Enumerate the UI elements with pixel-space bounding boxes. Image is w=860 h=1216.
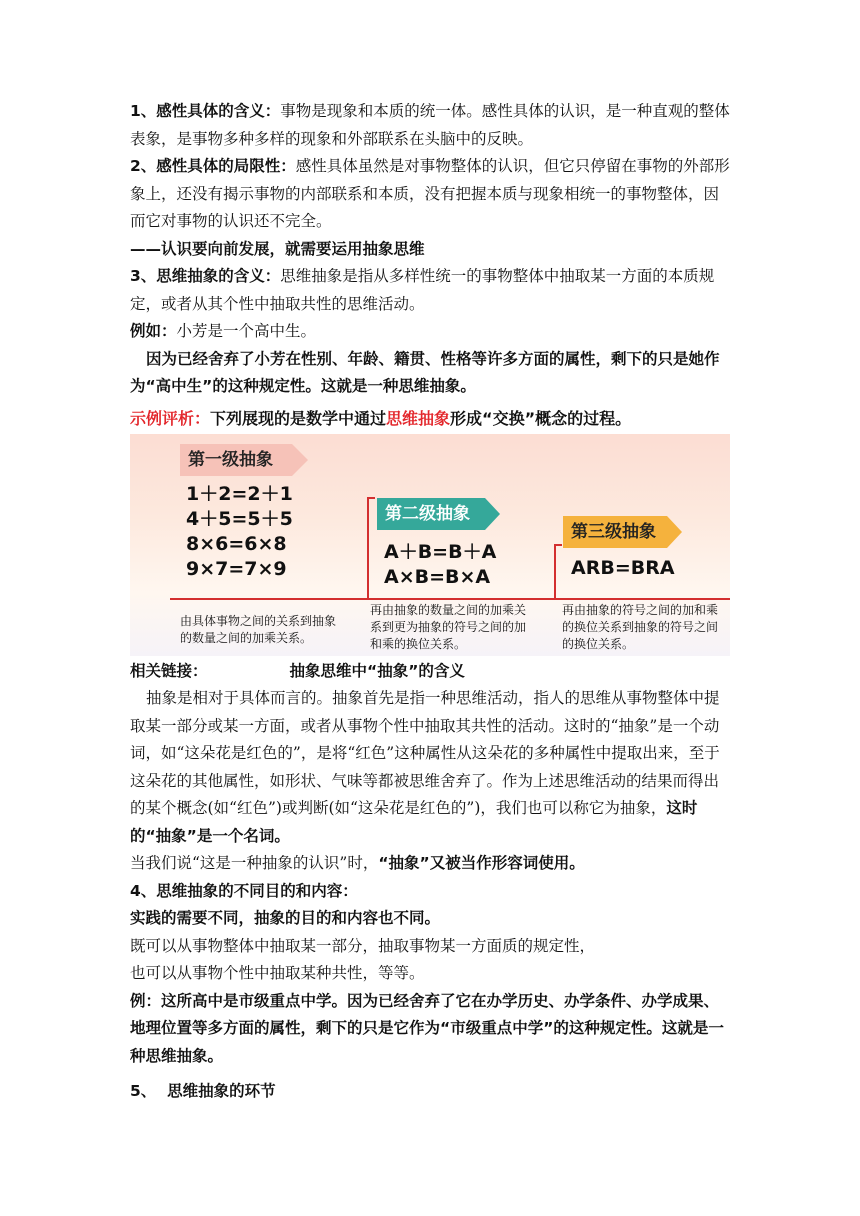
figure-heading-mid1: 下列展现的是数学中通过 [210, 408, 387, 428]
staircase-line-riser-1 [367, 497, 369, 600]
paragraph-5 [130, 318, 730, 346]
paragraph-12: 也可以从事物个性中抽取某种共性，等等。 [130, 964, 425, 982]
paragraph-7-bold: 这时的“抽象”是一个名词。 [130, 799, 698, 845]
figure-heading-red: 思维抽象 [386, 408, 451, 428]
paragraph-2-label: 2、感性具体的局限性： [130, 157, 296, 175]
level-1-equations: 1＋2=2＋1 4＋5=5＋5 8×6=6×8 9×7=7×9 [186, 482, 293, 580]
paragraph-2 [130, 153, 730, 236]
paragraph-11: 既可以从事物整体中抽取某一部分，抽取事物某一方面质的规定性， [130, 936, 596, 955]
related-link-line [130, 658, 730, 686]
staircase-line-top-2 [554, 544, 562, 546]
paragraph-13: 例：这所高中是市级重点中学。因为已经舍弃了它在办学历史、办学条件、办学成果、地理位置等多方面的属性，剩下的只是它作为“市级重点中学”的这种规定性。这就是一种思维抽象。 [130, 991, 724, 1065]
staircase-line-base [170, 598, 730, 600]
paragraph-8-bold: “抽象”又被当作形容词使用。 [378, 854, 585, 872]
abstraction-figure [130, 404, 730, 656]
level-3-tag: 第三级抽象 [563, 516, 667, 548]
level-2-equations: A＋B=B＋A A×B=B×A [384, 540, 497, 588]
paragraph-10: 实践的需要不同，抽象的目的和内容也不同。 [130, 909, 441, 927]
staircase-line-top-1 [367, 497, 375, 499]
paragraph-1-text: 事物是现象和本质的统一体。感性具体的认识，是一种直观的整体表象，是事物多种多样的现象和外部联系在头脑中的反映。 [130, 102, 730, 148]
level-3-caption: 再由抽象的符号之间的加和乘的换位关系到抽象的符号之间的换位关系。 [562, 602, 719, 651]
paragraph-8 [130, 850, 730, 878]
paragraph-4-label: 3、思维抽象的含义： [130, 267, 281, 285]
paragraph-6: 因为已经舍弃了小芳在性别、年龄、籍贯、性格等许多方面的属性，剩下的只是她作为“高中生”的这种规定性。这就是一种思维抽象。 [130, 349, 720, 395]
paragraph-3: ——认识要向前发展，就需要运用抽象思维 [130, 239, 425, 258]
related-link-title: 抽象思维中“抽象”的含义 [289, 661, 465, 680]
paragraph-2-text: 感性具体虽然是对事物整体的认识，但它只停留在事物的外部形象上，还没有揭示事物的内部联系和本质，没有把握本质与现象相统一的事物整体，因而它对事物的认识还不完全。 [130, 157, 730, 230]
figure-heading [130, 404, 730, 434]
document-page [130, 98, 730, 1106]
paragraph-5-text: 小芳是一个高中生。 [176, 322, 317, 340]
related-link-label: 相关链接： [130, 661, 208, 680]
paragraph-1-label: 1、感性具体的含义： [130, 102, 281, 120]
paragraph-4 [130, 263, 730, 318]
paragraph-8-text: 当我们说“这是一种抽象的认识”时， [130, 854, 379, 872]
figure-heading-mid2: 形成“交换”概念的过程。 [450, 408, 632, 428]
level-1-tag: 第一级抽象 [180, 444, 292, 476]
staircase-line-riser-2 [554, 544, 556, 600]
paragraph-4-text: 思维抽象是指从多样性统一的事物整体中抽取某一方面的本质规定，或者从其个性中抽取共性的思维活动。 [130, 267, 715, 313]
paragraph-1 [130, 98, 730, 153]
figure-heading-prefix: 示例评析： [130, 408, 211, 428]
paragraph-7 [130, 685, 730, 850]
level-3-equations: ARB=BRA [571, 556, 675, 579]
paragraph-9: 4、思维抽象的不同目的和内容： [130, 881, 358, 900]
level-1-caption: 由具体事物之间的关系到抽象的数量之间的加乘关系。 [180, 613, 337, 645]
paragraph-7-text: 抽象是相对于具体而言的。抽象首先是指一种思维活动，指人的思维从事物整体中提取某一部分或某一方面，或者从事物个性中抽取其共性的活动。这时的“抽象”是一个动词，如“这朵花是红色的”，是将“红色”这种属性从这朵花的多种属性中提取出来，至于这朵花的其他属性，如形状、气味等都被思维舍弃了。作为上述思维活动的结果而得出的某个概念(如“红色”)或判断(如“这朵花是红色的”)，我们也可以称它为抽象， [130, 689, 720, 817]
paragraph-5-label: 例如： [130, 322, 177, 340]
paragraph-14: 5、 思维抽象的环节 [130, 1082, 276, 1100]
level-2-caption: 再由抽象的数量之间的加乘关系到更为抽象的符号之间的加和乘的换位关系。 [370, 602, 527, 651]
level-2-tag: 第二级抽象 [377, 498, 485, 530]
